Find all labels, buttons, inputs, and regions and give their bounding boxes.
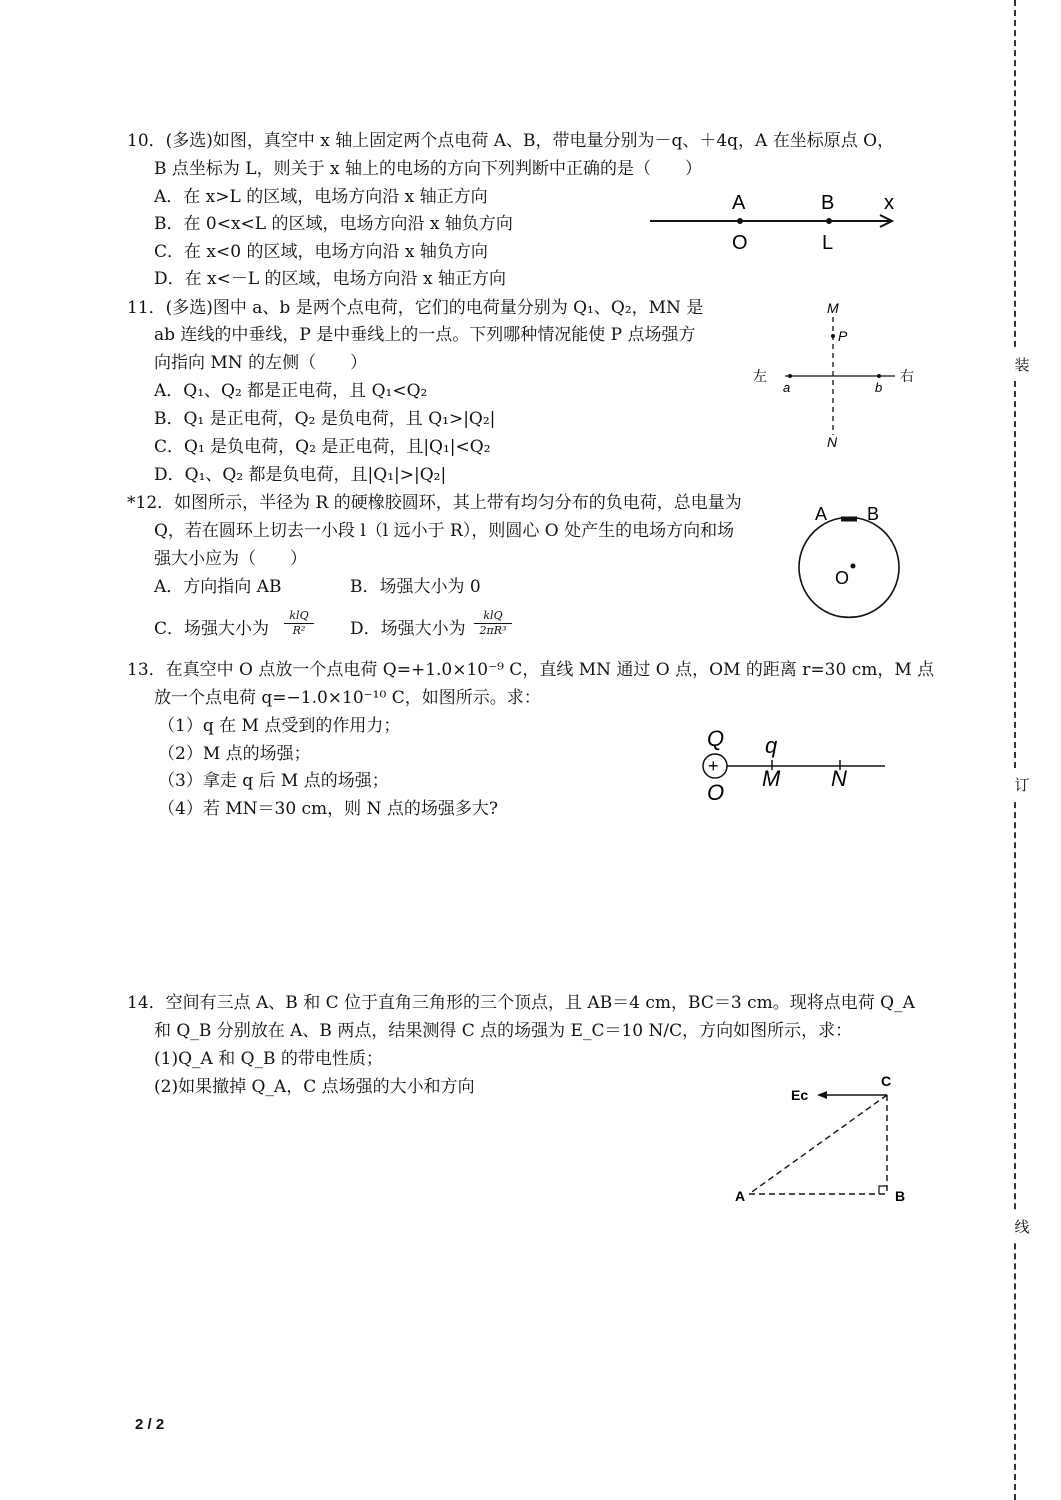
label-left: 左: [753, 368, 767, 384]
binding-dashed-line: [1014, 0, 1030, 1500]
page-number: 2 / 2: [135, 1416, 165, 1433]
charge-a-dot: [788, 374, 792, 378]
q12-option-c: C．场强大小为: [154, 619, 270, 639]
label-c: C: [881, 1073, 892, 1089]
label-n: N: [831, 766, 847, 791]
q10-option-d: D．在 x<－L 的区域，电场方向沿 x 轴正方向: [154, 269, 506, 289]
point-p-dot: [831, 334, 835, 338]
q10-axis-figure: [640, 185, 910, 260]
q12-ring-figure: [795, 500, 910, 625]
point-b-dot: [826, 218, 832, 224]
q12-option-d: D．场强大小为: [350, 619, 466, 639]
q11-stem-line1: 11．(多选)图中 a、b 是两个点电荷，它们的电荷量分别为 Q₁、Q₂，MN 是: [127, 298, 704, 318]
label-a: A: [815, 504, 828, 524]
label-big-q: Q: [707, 726, 725, 751]
label-m: M: [827, 300, 839, 316]
label-m: M: [762, 766, 781, 791]
q12-option-a: A．方向指向 AB: [154, 577, 282, 597]
ac-dashed-side: [749, 1095, 887, 1194]
q13-stem-line1: 13．在真空中 O 点放一个点电荷 Q=+1.0×10⁻⁹ C，直线 MN 通过 O 点，OM 的距离 r=30 cm，M 点: [127, 660, 935, 680]
label-a: A: [732, 192, 746, 214]
q14-part1: (1)Q_A 和 Q_B 的带电性质；: [154, 1049, 383, 1069]
label-small-q: q: [765, 733, 778, 758]
label-o: O: [707, 780, 725, 805]
q10-option-a: A．在 x>L 的区域，电场方向沿 x 轴正方向: [154, 187, 488, 207]
q12-option-c-fraction: [284, 609, 314, 638]
q14-triangle-figure: [725, 1068, 925, 1213]
q12-stem-line1: *12．如图所示，半径为 R 的硬橡胶圆环，其上带有均匀分布的负电荷，总电量为: [127, 493, 742, 513]
q10-stem-line1: 10．(多选)如图，真空中 x 轴上固定两个点电荷 A、B，带电量分别为－q、＋4q，A 在坐标原点 O，: [127, 131, 895, 151]
q13-part1: （1）q 在 M 点受到的作用力；: [158, 716, 401, 736]
ec-arrowhead: [817, 1091, 827, 1099]
label-o: O: [835, 568, 850, 588]
fraction-denominator: R²: [292, 624, 306, 637]
fraction-denominator: 2πR³: [479, 624, 507, 637]
label-b: b: [875, 380, 883, 395]
q11-stem-line2: ab 连线的中垂线，P 是中垂线上的一点。下列哪种情况能使 P 点场强方: [154, 325, 696, 345]
label-a: a: [783, 380, 791, 395]
q13-stem-line2: 放一个点电荷 q=−1.0×10⁻¹⁰ C，如图所示。求：: [154, 688, 541, 708]
q10-stem-line2: B 点坐标为 L，则关于 x 轴上的电场的方向下列判断中正确的是（ ）: [154, 159, 702, 179]
q13-part2: （2）M 点的场强；: [158, 744, 311, 764]
label-o: O: [732, 232, 748, 254]
q13-line-figure: [695, 720, 895, 810]
right-angle-mark: [879, 1186, 887, 1194]
center-dot: [851, 564, 856, 569]
q12-stem-line3: 强大小应为（ ）: [154, 549, 307, 569]
q13-part3: （3）拿走 q 后 M 点的场强；: [158, 771, 389, 791]
q11-option-a: A．Q₁、Q₂ 都是正电荷，且 Q₁<Q₂: [154, 381, 428, 401]
label-b: B: [821, 192, 835, 214]
label-x: x: [884, 192, 894, 214]
q14-stem-line2: 和 Q_B 分别放在 A、B 两点，结果测得 C 点的场强为 E_C＝10 N/C，方向如图所示，求：: [154, 1021, 853, 1041]
label-right: 右: [900, 368, 914, 384]
q13-part4: （4）若 MN＝30 cm，则 N 点的场强多大?: [158, 799, 498, 819]
q11-stem-line3: 向指向 MN 的左侧（ ）: [154, 353, 368, 373]
charge-b-dot: [877, 374, 881, 378]
label-n: N: [827, 434, 838, 450]
q14-stem-line1: 14．空间有三点 A、B 和 C 位于直角三角形的三个顶点，且 AB＝4 cm，BC＝3 cm。现将点电荷 Q_A: [127, 993, 915, 1013]
label-p: P: [838, 328, 848, 344]
label-b: B: [867, 504, 880, 524]
q12-stem-line2: Q，若在圆环上切去一小段 l（l 远小于 R），则圆心 O 处产生的电场方向和场: [154, 521, 735, 541]
q10-option-b: B．在 0<x<L 的区域，电场方向沿 x 轴负方向: [154, 214, 513, 234]
q11-option-d: D．Q₁、Q₂ 都是负电荷，且|Q₁|>|Q₂|: [154, 465, 447, 485]
q12-option-b: B．场强大小为 0: [350, 577, 481, 597]
point-a-dot: [737, 218, 743, 224]
fraction-numerator: klQ: [474, 609, 512, 624]
label-l: L: [822, 232, 834, 254]
q12-option-d-fraction: [474, 609, 512, 638]
label-ec: Ec: [791, 1087, 809, 1103]
label-b: B: [895, 1188, 906, 1204]
plus-sign: +: [708, 756, 719, 776]
margin-label-ding: 订: [1010, 770, 1034, 799]
q11-option-c: C．Q₁ 是负电荷，Q₂ 是正电荷，且|Q₁|<Q₂: [154, 437, 491, 457]
q10-option-c: C．在 x<0 的区域，电场方向沿 x 轴负方向: [154, 242, 488, 262]
fraction-numerator: klQ: [284, 609, 314, 624]
margin-label-zhuang: 装: [1010, 350, 1034, 379]
margin-label-xian: 线: [1010, 1212, 1034, 1241]
q11-perpendicular-figure: [745, 295, 925, 455]
q14-part2: (2)如果撤掉 Q_A，C 点场强的大小和方向: [154, 1077, 475, 1097]
label-a: A: [735, 1188, 746, 1204]
q11-option-b: B．Q₁ 是正电荷，Q₂ 是负电荷，且 Q₁>|Q₂|: [154, 409, 496, 429]
